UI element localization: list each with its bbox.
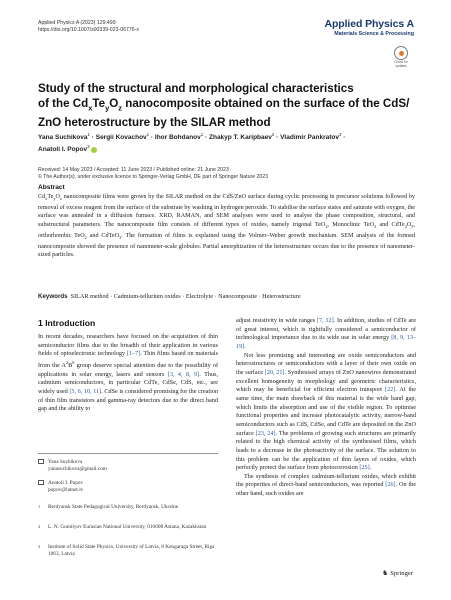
envelope-icon <box>38 480 44 485</box>
footnote-author-name: Anatoli I. Popov <box>48 480 84 486</box>
author-name[interactable]: Vladimir Pankratov <box>280 134 339 142</box>
springer-horse-icon: ♞ <box>382 569 389 577</box>
doi-link[interactable]: https://doi.org/10.1007/s00339-023-06776-x <box>38 27 139 33</box>
orcid-icon[interactable] <box>91 147 97 153</box>
publisher-logo <box>382 569 413 577</box>
journal-subtitle: Materials Science & Processing <box>334 31 414 37</box>
copyright-line: © The Author(s), under exclusive licence to Springer-Verlag GmbH, DE part of Springer Nature 2023 <box>38 174 269 181</box>
affiliation-3: 3 Institute of Solid State Physics, University of Latvia, 8 Kengaraga Street, Riga 1063, Latvia <box>38 544 215 557</box>
keywords-label: Keywords <box>38 293 68 300</box>
author-list: Yana Suchikova$^1$ · Sergii Kovachov$^1$ · Ihor Bohdanov$^1$ · Zhakyp T. Karipbaev$^2$ · Vladimir Pankratov$^3$ · Anatoli I. Popov$^3$ <box>38 132 346 154</box>
journal-brand <box>324 18 414 37</box>
intro-paragraph: adjust resistivity in wide ranges [7, 12]. In addition, studies of CdTe are of great interest, which is rightfully considered a semiconductor of technological importance due to its wide use in solar energy [8, 9, 13–19]. <box>236 317 417 350</box>
citation-link[interactable]: [8, 9, 13–19] <box>236 334 417 350</box>
citation-link[interactable]: [22] <box>384 386 396 394</box>
journal-citation: Applied Physics A (2023) 129:499 <box>38 20 116 26</box>
corresponding-author-1 <box>38 459 218 473</box>
citation-link[interactable]: [25] <box>359 464 370 472</box>
abstract-heading: Abstract <box>38 184 65 191</box>
footnote-email[interactable]: yanasuchikova@gmail.com <box>48 465 107 472</box>
keywords <box>38 293 418 301</box>
affiliation-2: 2 L. N. Gumilyov Eurasian National University, 010008 Astana, Kazakhstan <box>38 524 207 530</box>
badge-text: Check for updates <box>394 60 408 68</box>
publication-dates <box>38 167 418 181</box>
intro-paragraph: In recent decades, researchers have focused on the acquisition of thin semiconductor films due to the breadth of their application in various fields of optoelectronic technology [1–7]. Thin films based on materials from the $A^2B^6$ group deserve special attention due to the possibility of applications in solar energy, lasers and sensors [3, 4, 8, 9]. Thus, cadmium semiconductors, in particular CdTe, CdSe, CdS, etc., are widely used [5, 6, 10, 11]. CdSe is considered promising for the creation of thin film transistors and gamma-ray detectors due to the direct band gap and the ability to <box>38 333 219 413</box>
author-name[interactable]: Sergii Kovachov <box>95 134 147 142</box>
check-updates-icon <box>394 46 408 60</box>
corresponding-author-2 <box>38 480 218 494</box>
author-name[interactable]: Yana Suchikova <box>38 134 88 142</box>
citation-link[interactable]: [5, 6, 10, 11] <box>69 388 102 395</box>
title-line-2: of the $Cd_xTe_yO_z$ nanocomposite obtained on the surface of the CdS/ <box>38 96 410 112</box>
citation-link[interactable]: [26] <box>385 481 396 489</box>
running-header <box>38 20 139 34</box>
citation-link[interactable]: [7, 12] <box>316 317 334 324</box>
envelope-icon <box>38 459 44 464</box>
publisher-name: Springer <box>390 569 413 577</box>
author-name[interactable]: Ihor Bohdanov <box>154 134 201 142</box>
dates-line: Received: 14 May 2023 / Accepted: 11 June 2023 / Published online: 21 June 2023 <box>38 167 229 173</box>
title-line-1: Study of the structural and morphological characteristics <box>38 82 354 95</box>
journal-name: Applied Physics A <box>324 18 414 30</box>
abstract-text: $Cd_xTe_yO_z$ nanocomposite films were grown by the SILAR method on the CdS/ZnO surface during cyclic processing in precursor solutions followed by removal of excess reagent from the surface of the substrate by washing in hydrogen peroxide. To stabilise the surface states and saturate with oxygen, the surface was annealed in a diffusion furnace. XRD, RAMAN, and SEM analyses were used to analyse the phase composition, structural, and substructural parameters. The nanocomposite film consists of different types of oxides, namely trigonal TeO$_2$, Monoclinic TeO$_3$ and $CdTe_2O_5$, orthorhombic TeO$_2$ and CdTeO$_3$. The formation of films is explained using the Volmer–Weber growth mechanism. SEM analysis of the formed nanocomposite showed the presence of nanometer-scale globules. Partial amorphization of the heterostructure occurs due to the presence of nanometer-sized particles. <box>38 194 415 259</box>
article-title <box>38 82 418 130</box>
intro-right-column <box>236 317 416 499</box>
author-name[interactable]: Zhakyp T. Karipbaev <box>209 134 272 142</box>
citation-link[interactable]: [3, 4, 8, 9] <box>167 370 200 378</box>
keywords-list: SILAR method · Cadmium-tellurium oxides · Electrolyte · Nanocomposite · Heterostructure <box>70 293 301 300</box>
section-heading-introduction: 1 Introduction <box>38 318 96 328</box>
intro-paragraph: The synthesis of complex cadmium-tellurium oxides, which exhibit the properties of direct-band semiconductors, was reported [26]. On the other hand, such oxides are <box>236 472 417 498</box>
footnote-divider <box>38 453 218 454</box>
title-line-3: ZnO heterostructure by the SILAR method <box>38 115 271 129</box>
citation-link[interactable]: [20, 21] <box>264 368 285 376</box>
citation-link[interactable]: [23, 24] <box>255 429 276 437</box>
footnote-author-name: Yana Suchikova <box>48 459 83 465</box>
intro-left-column <box>38 333 218 414</box>
check-for-updates-badge[interactable] <box>390 46 412 70</box>
footnote-email[interactable]: popov@latnet.lv <box>48 486 84 493</box>
intro-paragraph: Not less promising and interesting are oxide semiconductors and heterostructures or semiconductors with a layer of their own oxide on the surface [20, 21]. Synthesised arrays of ZnO nanowires demonstrated excellent homogeneity in morphology and geometric characteristics, which may be beneficial for efficient electron transport [22]. At the same time, the main drawback of this material is the wide band gap, which limits the absorption and use of the visible region. To optimise functional properties and increase photocatalytic activity, narrow-band semiconductors such as CdS, CdSe, and CdTe are deposited on the ZnO surface [23, 24]. The problems of growing such structures are primarily related to the high chemical activity of the synthesised films, which leads to a decrease in the photoactivity of the surface. The solution to this problem can be the application of thin layers of oxides, which perfectly protect the surface from photocorrosion [25]. <box>236 351 417 472</box>
affiliation-1: 1 Berdyansk State Pedagogical University, Berdyansk, Ukraine <box>38 504 179 510</box>
author-name[interactable]: Anatoli I. Popov <box>38 146 88 154</box>
citation-link[interactable]: [1–7] <box>126 350 141 358</box>
